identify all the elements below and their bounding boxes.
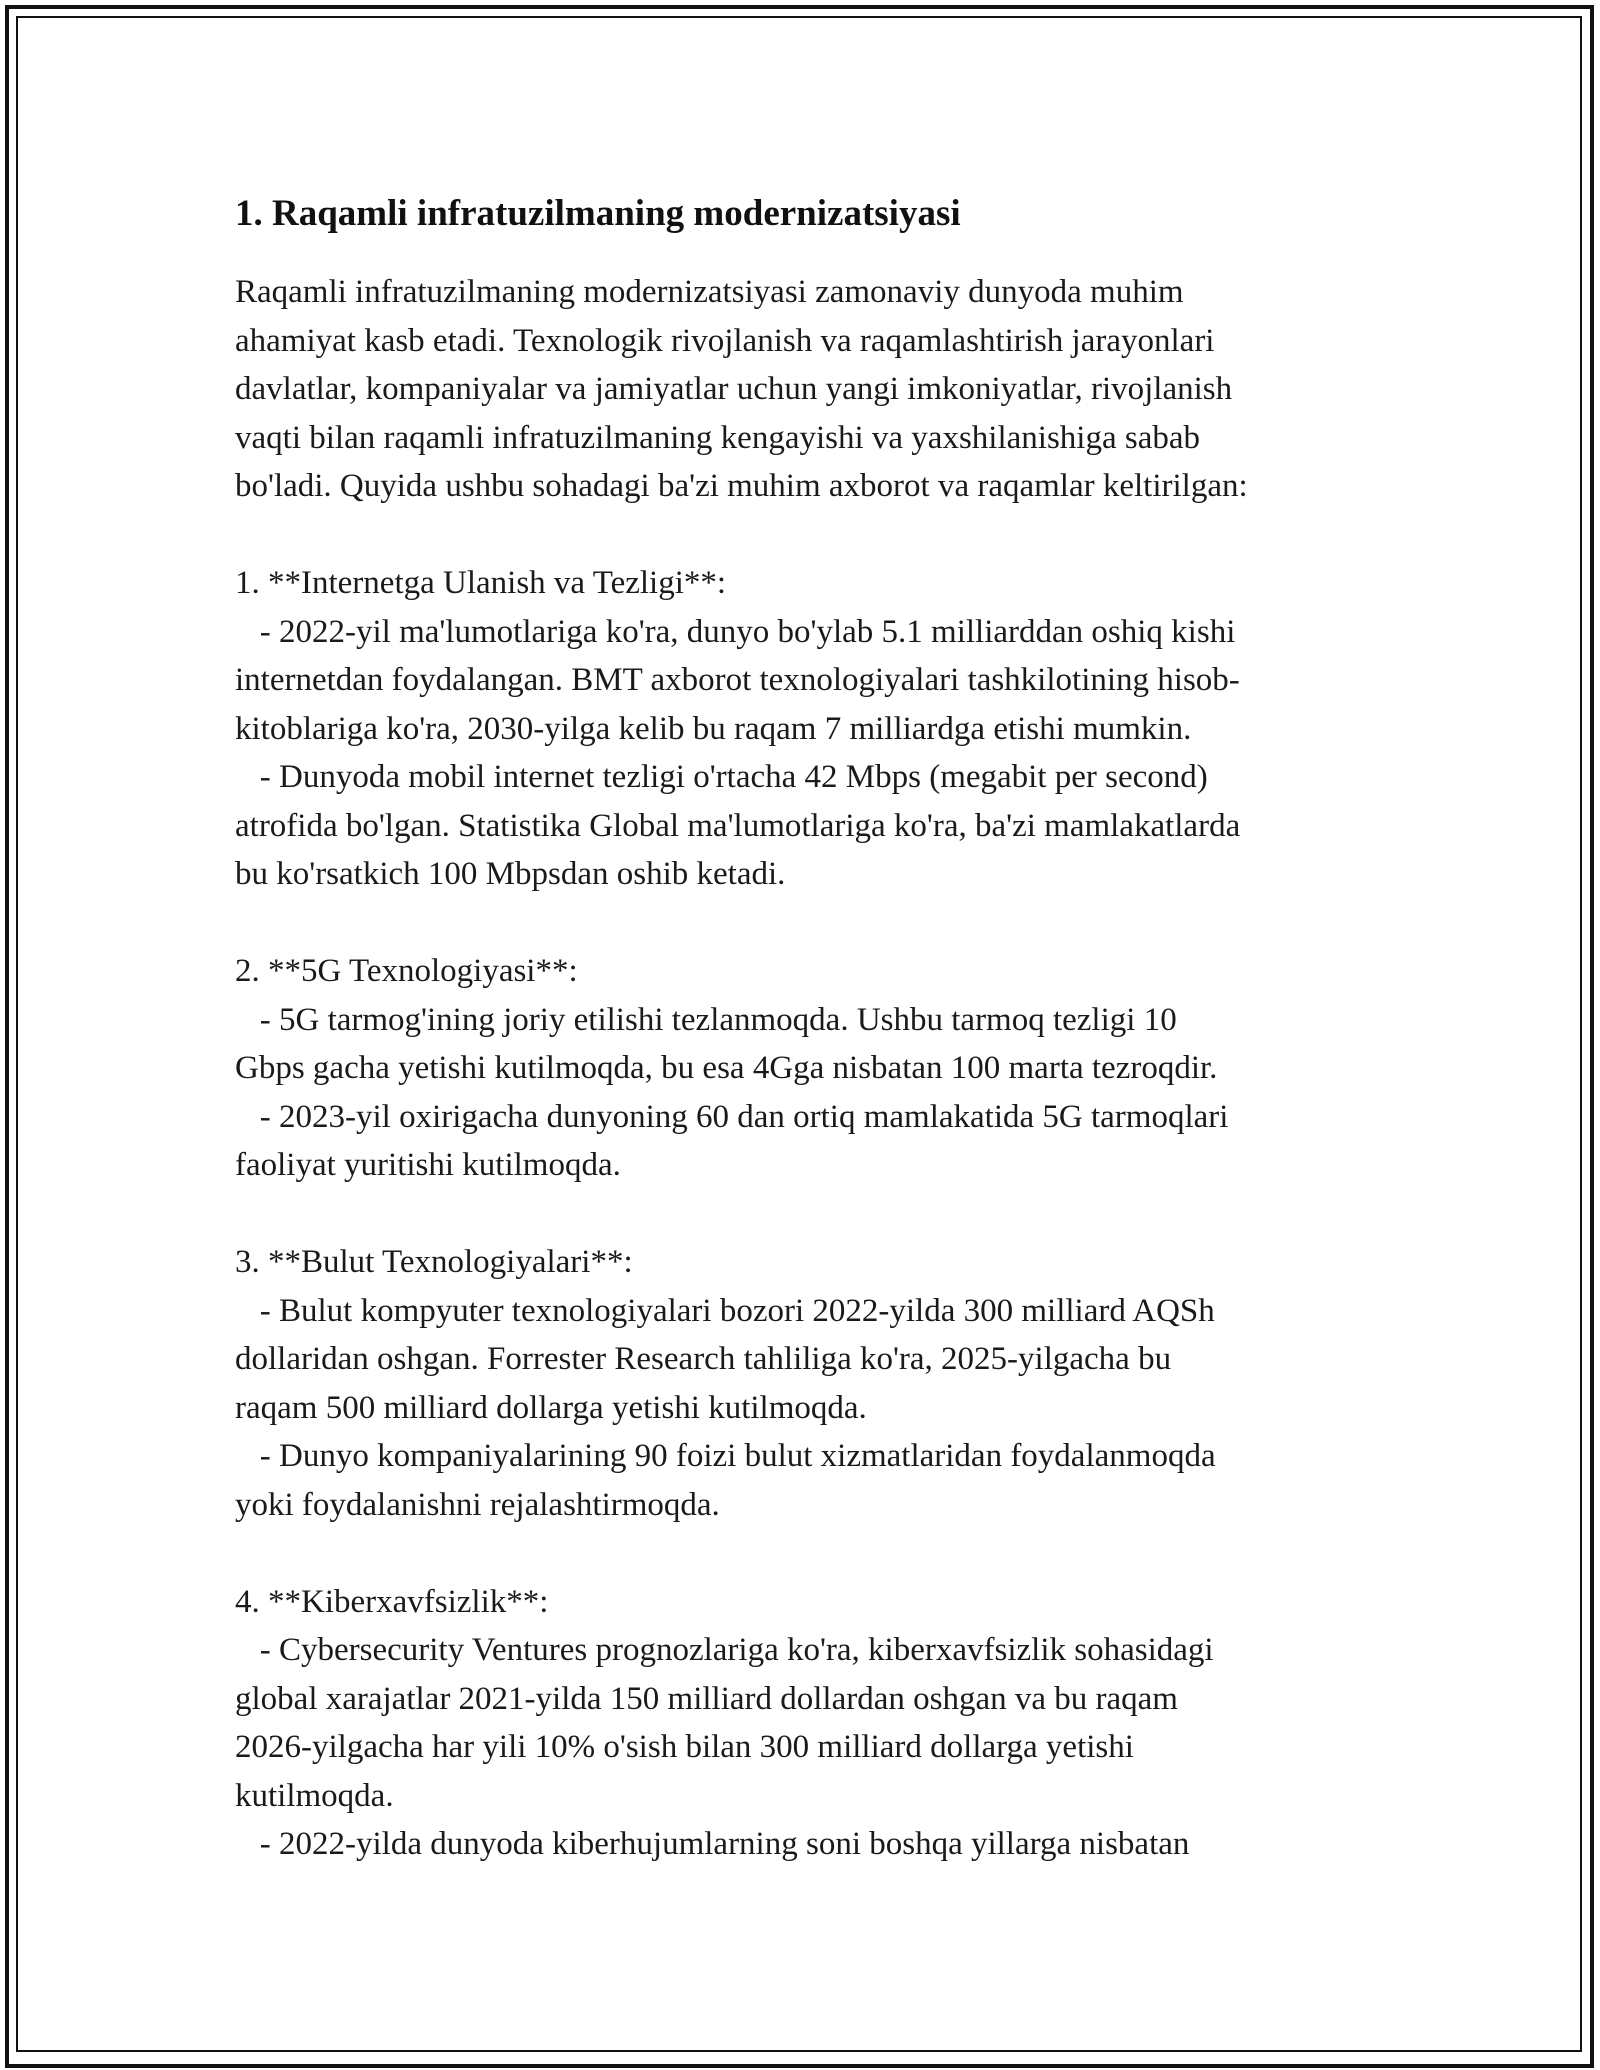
paragraph-gap (235, 1529, 1395, 1578)
text-line: davlatlar, kompaniyalar va jamiyatlar uchun yangi imkoniyatlar, rivojlanish (235, 371, 1233, 407)
text-line: - Cybersecurity Ventures prognozlariga ko'ra, kiberxavfsizlik sohasidagi (235, 1632, 1214, 1668)
text-line: Raqamli infratuzilmaning modernizatsiyasi zamonaviy dunyoda muhim (235, 274, 1184, 310)
text-line: raqam 500 milliard dollarga yetishi kutilmoqda. (235, 1389, 867, 1426)
text-line: faoliyat yuritishi kutilmoqda. (235, 1147, 621, 1183)
text-line: - 5G tarmog'ining joriy etilishi tezlanmoqda. Ushbu tarmoq tezligi 10 (235, 1001, 1177, 1038)
document-body (235, 186, 1395, 1869)
text-line: - Dunyo kompaniyalarining 90 foizi bulut xizmatlaridan foydalanmoqda (235, 1438, 1216, 1474)
text-line: - Dunyoda mobil internet tezligi o'rtacha 42 Mbps (megabit per second) (235, 759, 1208, 795)
text-line: ahamiyat kasb etadi. Texnologik rivojlanish va raqamlashtirish jarayonlari (235, 322, 1215, 359)
text-line: - 2022-yil ma'lumotlariga ko'ra, dunyo bo'ylab 5.1 milliarddan oshiq kishi (235, 613, 1236, 650)
paragraph-gap (235, 899, 1395, 948)
section-heading: 4. **Kiberxavfsizlik**: (235, 1583, 549, 1620)
text-line: atrofida bo'lgan. Statistika Global ma'lumotlariga ko'ra, ba'zi mamlakatlarda (235, 807, 1241, 844)
text-line: global xarajatlar 2021-yilda 150 milliard dollardan oshgan va bu raqam (235, 1680, 1178, 1717)
section-heading: 1. **Internetga Ulanish va Tezligi**: (235, 565, 727, 601)
paragraph-gap (235, 1190, 1395, 1239)
text-line: vaqti bilan raqamli infratuzilmaning kengayishi va yaxshilanishiga sabab (235, 419, 1200, 456)
section-5g (235, 947, 1395, 1190)
text-line: - Bulut kompyuter texnologiyalari bozori 2022-yilda 300 milliard AQSh (235, 1292, 1215, 1329)
text-line: kutilmoqda. (235, 1777, 394, 1814)
text-line: bo'ladi. Quyida ushbu sohadagi ba'zi muhim axborot va raqamlar keltirilgan: (235, 468, 1248, 504)
section-internet (235, 559, 1395, 899)
text-line: yoki foydalanishni rejalashtirmoqda. (235, 1486, 720, 1523)
text-line: - 2023-yil oxirigacha dunyoning 60 dan ortiq mamlakatida 5G tarmoqlari (235, 1098, 1229, 1135)
text-line: - 2022-yilda dunyoda kiberhujumlarning soni boshqa yillarga nisbatan (235, 1826, 1190, 1862)
section-heading: 2. **5G Texnologiyasi**: (235, 953, 578, 989)
section-cloud (235, 1238, 1395, 1529)
sections (235, 511, 1395, 1869)
text-line: internetdan foydalangan. BMT axborot texnologiyalari tashkilotining hisob- (235, 662, 1240, 698)
page-title: 1. Raqamli infratuzilmaning modernizatsiyasi (235, 193, 961, 234)
intro-paragraph (235, 268, 1395, 511)
text-line: dollaridan oshgan. Forrester Research tahliliga ko'ra, 2025-yilgacha bu (235, 1341, 1172, 1377)
section-heading: 3. **Bulut Texnologiyalari**: (235, 1244, 633, 1280)
section-cybersecurity (235, 1578, 1395, 1869)
text-line: bu ko'rsatkich 100 Mbpsdan oshib ketadi. (235, 856, 786, 892)
text-line: 2026-yilgacha har yili 10% o'sish bilan 300 milliard dollarga yetishi (235, 1729, 1134, 1765)
paragraph-gap (235, 511, 1395, 560)
text-line: Gbps gacha yetishi kutilmoqda, bu esa 4Gga nisbatan 100 marta tezroqdir. (235, 1050, 1218, 1086)
text-line: kitoblariga ko'ra, 2030-yilga kelib bu raqam 7 milliardga etishi mumkin. (235, 710, 1192, 747)
